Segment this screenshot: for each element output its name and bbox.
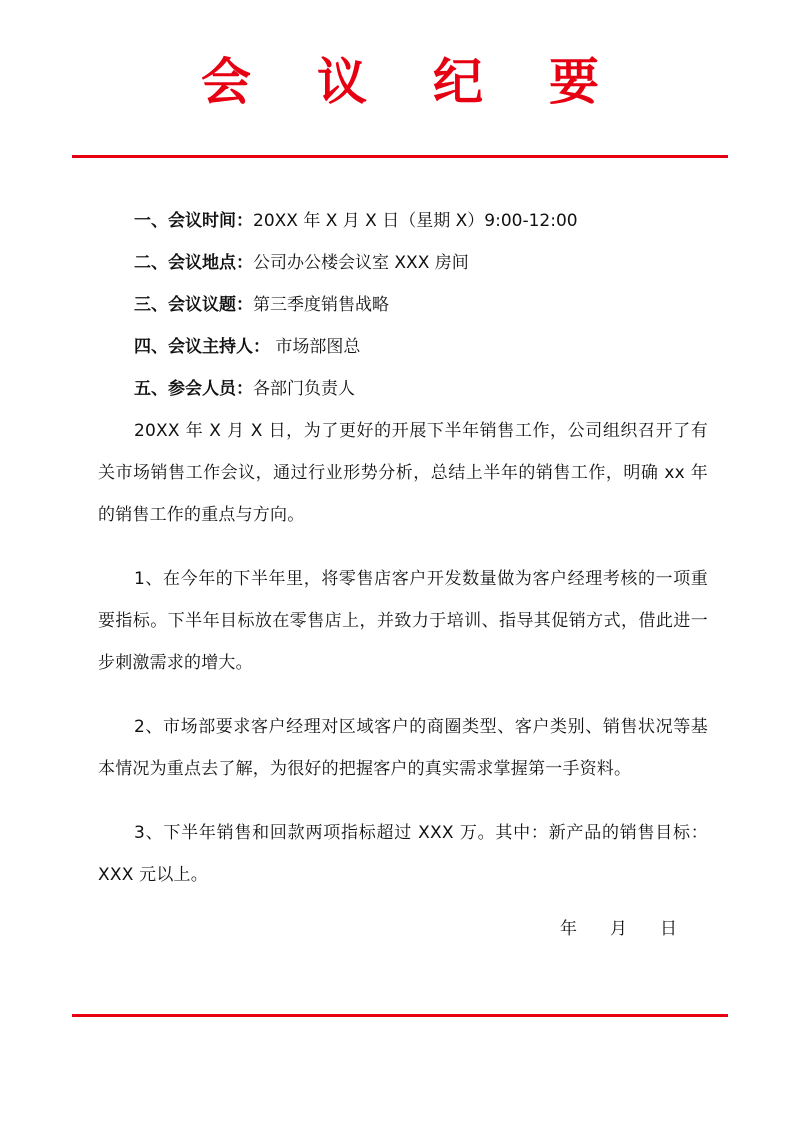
field-value: 第三季度销售战略 [253, 295, 389, 315]
intro-paragraph: 20XX 年 X 月 X 日，为了更好的开展下半年销售工作，公司组织召开了有关市场销售工作会议，通过行业形势分析，总结上半年的销售工作，明确 xx 年的销售工作的重点与方向。 [98, 421, 708, 525]
title-char: 纪 [433, 53, 483, 111]
date-month: 月 [610, 919, 627, 939]
signature-date [560, 908, 710, 950]
field-label: 四、会议主持人： [134, 337, 270, 357]
date-day: 日 [660, 919, 677, 939]
field-value: 各部门负责人 [253, 379, 355, 399]
field-label: 一、会议时间： [134, 211, 253, 231]
meeting-host-field [98, 326, 708, 368]
field-label: 二、会议地点： [134, 253, 253, 273]
title-char: 议 [317, 53, 367, 111]
item-paragraph-1: 1、在今年的下半年里，将零售店客户开发数量做为客户经理考核的一项重要指标。下半年目标放在零售店上，并致力于培训、指导其促销方式，借此进一步刺激需求的增大。 [98, 569, 708, 673]
meeting-location-field [98, 242, 708, 284]
title-char: 要 [549, 53, 599, 111]
field-value: 公司办公楼会议室 XXX 房间 [253, 253, 469, 273]
meeting-attendees-field [98, 368, 708, 410]
document-body [98, 200, 708, 896]
item-paragraph-2: 2、市场部要求客户经理对区域客户的商圈类型、客户类别、销售状况等基本情况为重点去了解，为很好的把握客户的真实需求掌握第一手资料。 [98, 717, 708, 779]
title-char: 会 [201, 53, 251, 111]
field-value: 20XX 年 X 月 X 日（星期 X）9:00-12:00 [253, 211, 578, 231]
meeting-time-field [98, 200, 708, 242]
meeting-topic-field [98, 284, 708, 326]
field-value: 市场部图总 [270, 337, 361, 357]
item-paragraph-3: 3、下半年销售和回款两项指标超过 XXX 万。其中：新产品的销售目标：XXX 元以上。 [98, 823, 708, 885]
date-year: 年 [560, 919, 577, 939]
top-divider [72, 155, 728, 158]
document-title [0, 52, 800, 112]
field-label: 五、参会人员： [134, 379, 253, 399]
field-label: 三、会议议题： [134, 295, 253, 315]
bottom-divider [72, 1014, 728, 1017]
